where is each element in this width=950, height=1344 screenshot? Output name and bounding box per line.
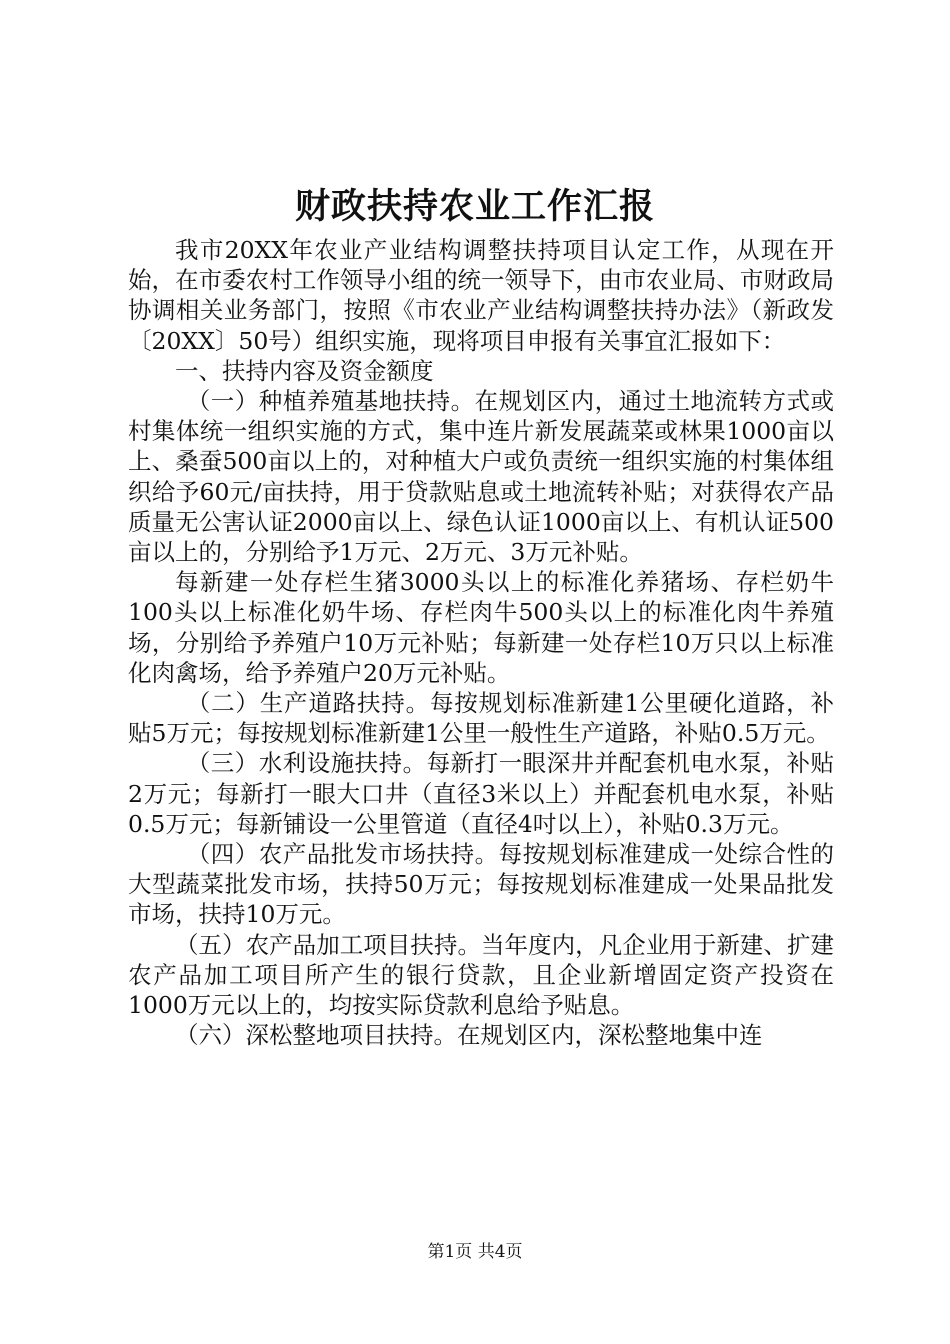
page-footer: 第1页 共4页 xyxy=(427,1242,523,1262)
paragraph-livestock: 每新建一处存栏生猪3000头以上的标准化养猪场、存栏奶牛100头以上标准化奶牛场、存栏肉牛500头以上的标准化肉牛养殖场，分别给予养殖户10万元补贴；每新建一处存栏10万只以上标准化肉禽场，给予养殖户20万元补贴。 xyxy=(128,568,834,687)
paragraph-planting-breeding: （一）种植养殖基地扶持。在规划区内，通过土地流转方式或村集体统一组织实施的方式，集中连片新发展蔬菜或林果1000亩以上、桑蚕500亩以上的，对种植大户或负责统一组织实施的村集体组织给予60元/亩扶持，用于贷款贴息或土地流转补贴；对获得农产品质量无公害认证2000亩以上、绿色认证1000亩以上、有机认证500亩以上的，分别给予1万元、2万元、3万元补贴。 xyxy=(128,387,834,567)
paragraph-market: （四）农产品批发市场扶持。每按规划标准建成一处综合性的大型蔬菜批发市场，扶持50万元；每按规划标准建成一处果品批发市场，扶持10万元。 xyxy=(128,840,834,929)
paragraph-roads: （二）生产道路扶持。每按规划标准新建1公里硬化道路，补贴5万元；每按规划标准新建1公里一般性生产道路，补贴0.5万元。 xyxy=(128,689,834,748)
section-heading: 一、扶持内容及资金额度 xyxy=(175,356,434,385)
document-body xyxy=(128,235,834,1050)
document-title: 财政扶持农业工作汇报 xyxy=(294,186,655,227)
paragraph-deep-tillage: （六）深松整地项目扶持。在规划区内，深松整地集中连 xyxy=(175,1021,763,1050)
intro-paragraph: 我市20XX年农业产业结构调整扶持项目认定工作，从现在开始，在市委农村工作领导小组的统一领导下，由市农业局、市财政局协调相关业务部门，按照《市农业产业结构调整扶持办法》（新政发〔20XX〕50号）组织实施，现将项目申报有关事宜汇报如下： xyxy=(128,236,834,355)
paragraph-processing: （五）农产品加工项目扶持。当年度内，凡企业用于新建、扩建农产品加工项目所产生的银行贷款，且企业新增固定资产投资在1000万元以上的，均按实际贷款利息给予贴息。 xyxy=(128,930,834,1020)
paragraph-water: （三）水利设施扶持。每新打一眼深井并配套机电水泵，补贴2万元；每新打一眼大口井（直径3米以上）并配套机电水泵，补贴0.5万元；每新铺设一公里管道（直径4吋以上），补贴0.3万元。 xyxy=(128,749,834,838)
